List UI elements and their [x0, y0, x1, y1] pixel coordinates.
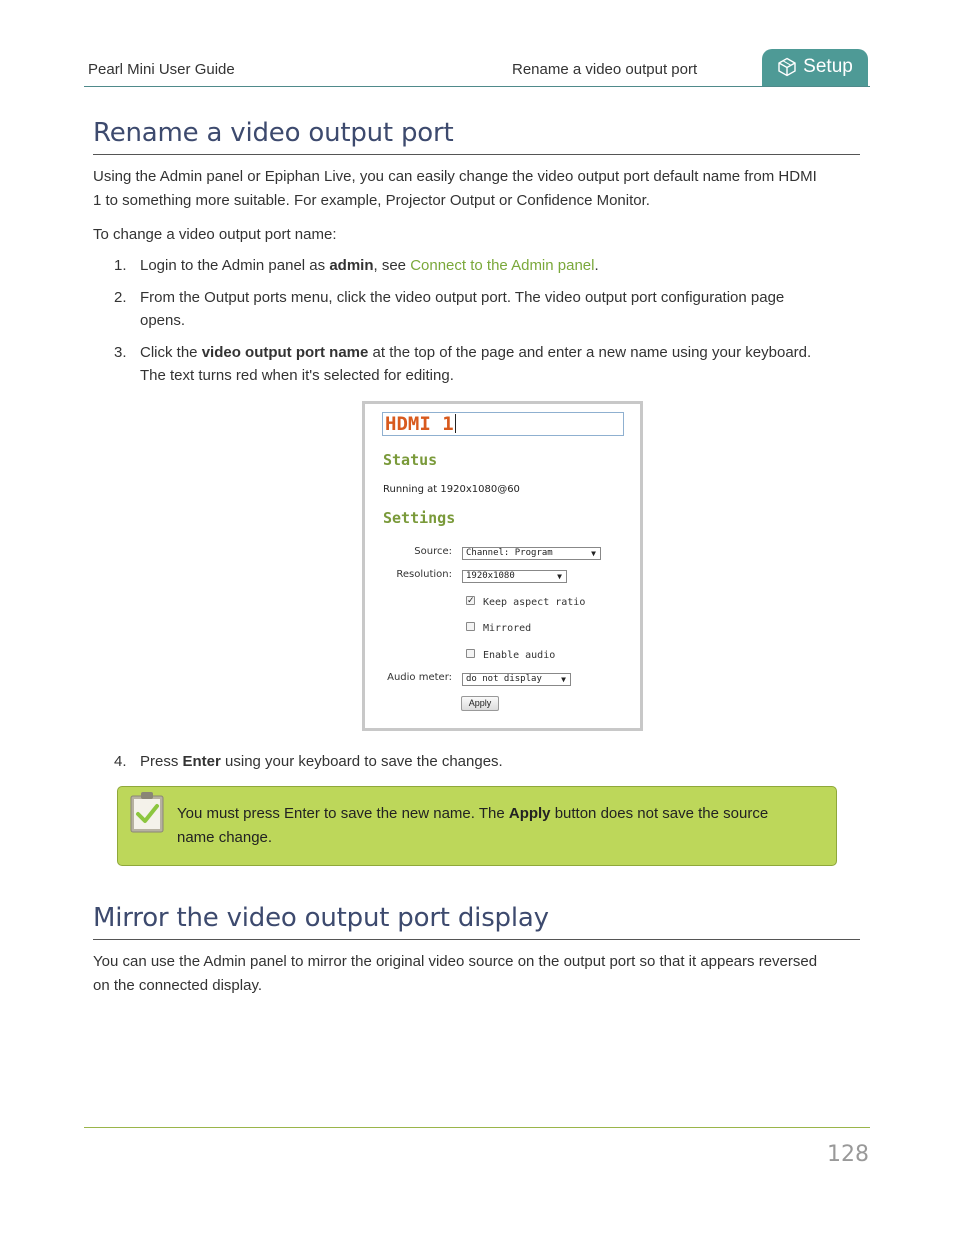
step-text: , see — [373, 257, 411, 274]
mirror-line: You can use the Admin panel to mirror the original video source on the output port so that it appears reversed — [93, 953, 818, 970]
output-port-config-screenshot — [362, 401, 643, 731]
step-text: Click the — [140, 344, 202, 361]
source-label: Source: — [414, 546, 452, 557]
admin-panel-link[interactable]: Connect to the Admin panel — [410, 257, 595, 274]
cube-icon — [777, 57, 797, 77]
step-text: opens. — [140, 312, 186, 329]
resolution-label: Resolution: — [396, 569, 452, 580]
audio-meter-value: do not display — [466, 674, 542, 684]
section-heading-rule — [93, 154, 860, 155]
setup-tab-label: Setup — [803, 55, 853, 77]
note-text — [177, 802, 817, 850]
dropdown-arrow-icon: ▼ — [561, 675, 566, 684]
text-caret — [455, 414, 456, 433]
audio-meter-label: Audio meter: — [387, 672, 452, 683]
header-section-title: Rename a video output port — [512, 61, 698, 78]
page-number: 128 — [827, 1142, 869, 1167]
step-4 — [140, 750, 865, 773]
note-line: You must press Enter to save the new name. The — [177, 805, 509, 822]
step-bold: Enter — [182, 753, 221, 770]
step-number: 3. — [114, 344, 127, 361]
step-number: 4. — [114, 753, 127, 770]
step-number: 1. — [114, 257, 127, 274]
keep-aspect-checkbox[interactable]: ✓ — [467, 596, 475, 606]
port-name-value: HDMI 1 — [385, 413, 454, 435]
step-1 — [140, 254, 865, 277]
intro-line: 1 to something more suitable. For example, Projector Output or Confidence Monitor. — [93, 192, 650, 209]
step-3 — [140, 341, 865, 387]
step-bold: admin — [329, 257, 374, 274]
step-text: From the Output ports menu, click the video output port. The video output port configuration page — [140, 289, 785, 306]
dropdown-arrow-icon: ▼ — [557, 572, 562, 581]
mirror-line: on the connected display. — [93, 977, 263, 994]
step-bold: video output port name — [201, 344, 369, 361]
note-line: name change. — [177, 829, 273, 846]
intro-paragraph — [93, 165, 863, 213]
section-heading-rename: Rename a video output port — [93, 118, 454, 148]
note-line: button does not save the source — [550, 805, 769, 822]
enable-audio-label: Enable audio — [483, 650, 556, 661]
dropdown-arrow-icon: ▼ — [591, 549, 596, 558]
source-select[interactable] — [462, 547, 601, 560]
port-name-input[interactable] — [382, 412, 624, 436]
source-value: Channel: Program — [466, 548, 553, 558]
note-box — [117, 786, 837, 866]
apply-button[interactable]: Apply — [461, 696, 499, 711]
step-text: using your keyboard to save the changes. — [220, 753, 503, 770]
note-bold: Apply — [508, 805, 551, 822]
step-2 — [140, 286, 865, 332]
steps-lead: To change a video output port name: — [93, 226, 337, 243]
section-heading-mirror: Mirror the video output port display — [93, 903, 549, 933]
section-heading-rule — [93, 939, 860, 940]
guide-title: Pearl Mini User Guide — [88, 61, 235, 78]
footer-divider — [84, 1127, 870, 1128]
keep-aspect-label: Keep aspect ratio — [483, 597, 586, 608]
step-text: Press — [140, 753, 183, 770]
status-text: Running at 1920x1080@60 — [383, 484, 520, 495]
intro-line: Using the Admin panel or Epiphan Live, you can easily change the video output port default name from HDMI — [93, 168, 817, 185]
resolution-select[interactable] — [462, 570, 567, 583]
header-divider — [84, 86, 870, 87]
step-text: Login to the Admin panel as — [140, 257, 330, 274]
mirrored-checkbox[interactable] — [466, 622, 475, 631]
step-text: . — [594, 257, 599, 274]
step-text: at the top of the page and enter a new name using your keyboard. — [368, 344, 812, 361]
enable-audio-checkbox[interactable] — [466, 649, 475, 658]
status-heading: Status — [383, 451, 438, 469]
clipboard-check-icon — [129, 790, 165, 834]
setup-tab[interactable] — [762, 49, 868, 86]
step-number: 2. — [114, 289, 127, 306]
resolution-value: 1920x1080 — [466, 571, 515, 581]
mirror-paragraph — [93, 950, 863, 998]
audio-meter-select[interactable] — [462, 673, 571, 686]
step-text: The text turns red when it's selected for editing. — [140, 367, 454, 384]
settings-heading: Settings — [383, 509, 456, 527]
mirrored-label: Mirrored — [483, 623, 532, 634]
